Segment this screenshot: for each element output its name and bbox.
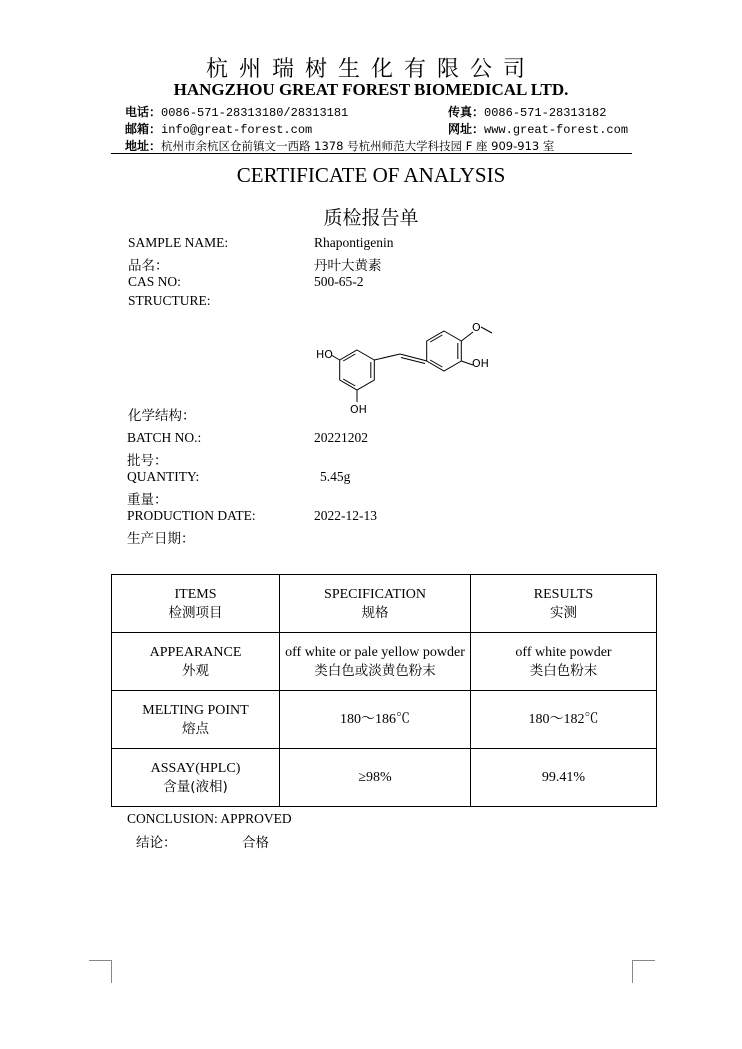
header-specification: SPECIFICATION 规格	[280, 575, 471, 633]
specification-cell: ≥98%	[280, 749, 471, 807]
header-results: RESULTS 实测	[471, 575, 657, 633]
conclusion-cn-value: 合格	[242, 835, 269, 851]
item-cell: MELTING POINT 熔点	[112, 691, 280, 749]
hydroxyl-label-bottom: OH	[350, 403, 367, 416]
hydroxyl-label-right: OH	[472, 357, 489, 370]
specification-cell: 180～186℃	[280, 691, 471, 749]
table-row	[112, 749, 657, 807]
tel-value: 0086-571-28313180/28313181	[161, 106, 349, 120]
chemical-structure	[310, 312, 510, 417]
web-label: 网址：	[448, 122, 485, 136]
item-cell: ASSAY(HPLC) 含量(液相)	[112, 749, 280, 807]
production-date-value: 2022-12-13	[314, 508, 377, 523]
result-cell: 99.41%	[471, 749, 657, 807]
specification-cell: off white or pale yellow powder 类白色或淡黄色粉末	[280, 633, 471, 691]
batch-value: 20221202	[314, 430, 368, 445]
email-label: 邮箱：	[125, 122, 162, 136]
email-value: info@great-forest.com	[161, 123, 313, 137]
hydroxyl-label-left: HO	[316, 348, 333, 361]
quantity-value: 5.45g	[320, 469, 351, 484]
company-name-cn: 杭州瑞树生化有限公司	[205, 57, 536, 82]
structure-label: STRUCTURE:	[128, 293, 211, 308]
header-divider	[111, 153, 632, 154]
web-value: www.great-forest.com	[484, 123, 629, 137]
table-header-row	[112, 575, 657, 633]
sample-name-cn-value: 丹叶大黄素	[314, 258, 382, 274]
structure-cn-label: 化学结构：	[128, 408, 196, 424]
tel-label: 电话：	[125, 105, 162, 119]
item-cell: APPEARANCE 外观	[112, 633, 280, 691]
batch-cn-label: 批号：	[127, 453, 168, 469]
document-title: CERTIFICATE OF ANALYSIS	[236, 163, 506, 187]
methoxy-oxygen: O	[472, 321, 481, 334]
sample-name-value: Rhapontigenin	[314, 235, 394, 250]
production-date-label: PRODUCTION DATE:	[127, 508, 256, 523]
analysis-table	[111, 574, 657, 807]
table-row	[112, 691, 657, 749]
result-cell: off white powder 类白色粉末	[471, 633, 657, 691]
table-row	[112, 633, 657, 691]
address-line	[125, 137, 554, 154]
fax-value: 0086-571-28313182	[484, 106, 607, 120]
sample-name-label: SAMPLE NAME:	[128, 235, 229, 250]
cas-label: CAS NO:	[128, 274, 181, 289]
address-label: 地址：	[125, 139, 162, 153]
conclusion-label: CONCLUSION: APPROVED	[127, 811, 292, 826]
result-cell: 180～182℃	[471, 691, 657, 749]
quantity-cn-label: 重量：	[127, 492, 168, 508]
fax-label: 传真：	[448, 105, 485, 119]
sample-name-cn-label: 品名：	[128, 258, 169, 274]
page-corner-mark-right	[632, 960, 655, 983]
page-corner-mark-left	[89, 960, 112, 983]
production-date-cn-label: 生产日期：	[127, 531, 195, 547]
company-name-en: HANGZHOU GREAT FOREST BIOMEDICAL LTD.	[173, 80, 569, 99]
quantity-label: QUANTITY:	[127, 469, 200, 484]
conclusion-cn-label: 结论：	[136, 835, 177, 851]
header-items: ITEMS 检测项目	[112, 575, 280, 633]
web-line	[448, 120, 628, 137]
document-title-cn: 质检报告单	[323, 207, 419, 229]
tel-line	[125, 103, 348, 120]
cas-value: 500-65-2	[314, 274, 364, 289]
batch-label: BATCH NO.:	[127, 430, 202, 445]
email-line	[125, 120, 312, 137]
address-value: 杭州市余杭区仓前镇文一西路 1378 号杭州师范大学科技园 F 座 909-913 室	[161, 139, 555, 153]
fax-line	[448, 103, 606, 120]
